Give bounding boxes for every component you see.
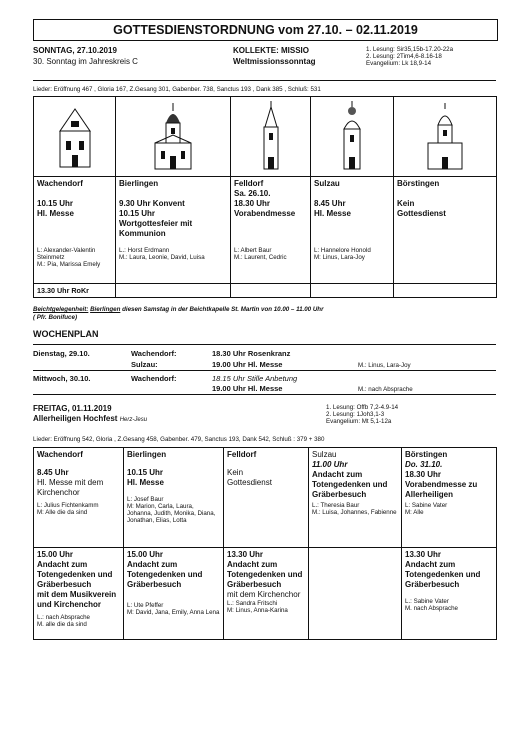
- church-image-felldorf: [231, 97, 311, 177]
- service-extra: mit dem Kirchenchor: [227, 590, 301, 599]
- fri2-cell-sulzau: [309, 548, 402, 640]
- lector: L.: nach Absprache: [37, 614, 90, 621]
- friday-sub: [33, 414, 147, 423]
- fri-cell-sulzau: [309, 448, 402, 548]
- kollekte-sub: Weltmissionssonntag: [233, 57, 316, 66]
- church-name: Bierlingen: [127, 450, 167, 459]
- church-image-boerstingen: [394, 97, 497, 177]
- sunday-cell-bierlingen: [116, 177, 231, 284]
- sunday-cell-boerstingen: [394, 177, 497, 284]
- ministrants: M: Linus, Lara-Joy: [314, 254, 365, 261]
- sunday-cell-sulzau: [311, 177, 394, 284]
- wp-note: M.: nach Absprache: [358, 386, 413, 393]
- church-name: Sulzau: [312, 450, 337, 459]
- church-name: Sulzau: [314, 179, 340, 188]
- service-type: Gottesdienst: [397, 209, 446, 218]
- church-icon: [256, 101, 286, 171]
- beicht-place: Bierlingen: [90, 306, 121, 313]
- ministrants: M.: Laurent, Cedric: [234, 254, 287, 261]
- gospel: Evangelium: Lk 18,9-14: [366, 60, 432, 67]
- rokr-cell: 13.30 Uhr RoKr: [34, 284, 116, 298]
- fri2-cell-boerstingen: [402, 548, 497, 640]
- wp-note: M.: Linus, Lara-Joy: [358, 362, 411, 369]
- service-type: Gottesdienst: [227, 478, 272, 487]
- sunday-sub: 30. Sonntag im Jahreskreis C: [33, 57, 138, 66]
- lector: L: Julius Fichtenkamm: [37, 502, 99, 509]
- service-time: 9.30 Uhr Konvent: [119, 199, 185, 208]
- church-icon: [54, 101, 96, 169]
- lector: L: Albert Baur: [234, 247, 272, 254]
- beicht-text: diesen Samstag in der Beichtkapelle St. Martin von 10.00 – 11.00 Uhr: [122, 306, 324, 313]
- service-time: 11.00 Uhr: [312, 460, 348, 469]
- service-time: Kein: [227, 468, 244, 477]
- service-time: 13.30 Uhr: [405, 550, 442, 559]
- service-time: 10.15 Uhr: [127, 468, 164, 477]
- wp-text: 19.00 Uhr Hl. Messe: [212, 360, 283, 369]
- lector: L.: Sabine Vater: [405, 598, 449, 605]
- wp-text: 18.30 Uhr Rosenkranz: [212, 349, 291, 358]
- ministrants: M.: Laura, Leonie, David, Luisa: [119, 254, 205, 261]
- fri-cell-wachendorf: [34, 448, 124, 548]
- ministrants: M.: Luisa, Johannes, Fabienne: [312, 509, 397, 516]
- service-type: Andacht zum Totengedenken und Gräberbesuch: [312, 470, 388, 499]
- fri2-cell-wachendorf: [34, 548, 124, 640]
- ministrants: M. nach Absprache: [405, 605, 458, 612]
- wochenplan-heading: WOCHENPLAN: [33, 329, 99, 339]
- empty-cell: [394, 284, 497, 298]
- service-time: 8.45 Uhr: [314, 199, 346, 208]
- church-name: Börstingen: [397, 179, 440, 188]
- church-icon: [335, 101, 369, 171]
- service-date: Do. 31.10.: [405, 460, 443, 469]
- service-time: 15.00 Uhr: [127, 550, 164, 559]
- friday-date: FREITAG, 01.11.2019: [33, 404, 112, 413]
- friday-table: [33, 447, 497, 640]
- empty-cell: [311, 284, 394, 298]
- sunday-table: [33, 96, 497, 298]
- church-image-bierlingen: [116, 97, 231, 177]
- church-name: Wachendorf: [37, 179, 83, 188]
- reading-2: 2. Lesung: 2Tim4,6-8.16-18: [366, 53, 442, 60]
- ministrants: M.: Pia, Marissa Emely: [37, 261, 101, 268]
- ministrants: M: Marion, Carla, Laura, Johanna, Judith, Monika, Diana, Jonathan, Elias, Lotta: [127, 503, 216, 524]
- kollekte: KOLLEKTE: MISSIO: [233, 46, 309, 55]
- church-icon: [147, 101, 199, 171]
- lector: L: Hannelore Honold: [314, 247, 371, 254]
- church-name: Börstingen: [405, 450, 448, 459]
- wp-text: 19.00 Uhr Hl. Messe: [212, 384, 283, 393]
- sunday-lieder: Lieder: Eröffnung 467 , Gloria 167, Z.Gesang 301, Gabenber. 738, Sanctus 193 , Dank 385 , Schluß: 531: [33, 86, 321, 93]
- service-type: Wortgottesfeier mit Kommunion: [119, 219, 193, 238]
- service-type: Andacht zum Totengedenken und Gräberbesuch: [127, 560, 203, 589]
- service-type: Hl. Messe: [314, 209, 351, 218]
- sunday-cell-wachendorf: [34, 177, 116, 284]
- wp-day: Mittwoch, 30.10.: [33, 374, 91, 383]
- ministrants: M. alle die da sind: [37, 621, 87, 628]
- service-type: Hl. Messe: [37, 209, 74, 218]
- reading-1: 1. Lesung: Sir35,15b-17.20-22a: [366, 46, 454, 53]
- service-type: Hl. Messe: [127, 478, 164, 487]
- friday-readings: [326, 404, 398, 425]
- service-time: Kein: [397, 199, 415, 208]
- beicht-who: ( Pfr. Bonifuce): [33, 314, 78, 321]
- lector: L.: Horst Erdmann: [119, 247, 170, 254]
- wp-place: Wachendorf:: [131, 374, 177, 383]
- ministrants: M: David, Jana, Emily, Anna Lena: [127, 609, 220, 616]
- empty-cell: [116, 284, 231, 298]
- ministrants: M: Alle: [405, 509, 424, 516]
- sunday-cell-felldorf: [231, 177, 311, 284]
- church-name: Bierlingen: [119, 179, 159, 188]
- lector: L: Ute Pfeffer: [127, 602, 164, 609]
- lector: L: Sabine Vater: [405, 502, 448, 509]
- fri-cell-bierlingen: [124, 448, 224, 548]
- ministrants: M: Alle die da sind: [37, 509, 88, 516]
- service-time: 10.15 Uhr: [37, 199, 74, 208]
- church-name: Felldorf: [234, 179, 264, 188]
- lector: L: Alexander-Valentin Steinmetz: [37, 247, 96, 261]
- service-type: Vorabendmesse: [234, 209, 296, 218]
- reading-1: 1. Lesung: Offb 7,2-4.9-14: [326, 404, 399, 411]
- gospel: Evangelium: Mt 5,1-12a: [326, 418, 392, 425]
- lector: L.: Sandra Fritschi: [227, 600, 278, 607]
- church-name: Felldorf: [227, 450, 257, 459]
- friday-sub-main: Allerheiligen Hochfest: [33, 414, 118, 423]
- fri2-cell-bierlingen: [124, 548, 224, 640]
- church-image-wachendorf: [34, 97, 116, 177]
- service-date: Sa. 26.10.: [234, 189, 271, 198]
- church-image-sulzau: [311, 97, 394, 177]
- lector: L: Josef Baur: [127, 496, 164, 503]
- ministrants: M: Linus, Anna-Karina: [227, 607, 288, 614]
- service-time: 18.30 Uhr: [405, 470, 442, 479]
- fri2-cell-felldorf: [224, 548, 309, 640]
- empty-cell: [231, 284, 311, 298]
- reading-2: 2. Lesung: 1Joh3,1-3: [326, 411, 385, 418]
- sunday-date: SONNTAG, 27.10.2019: [33, 46, 117, 55]
- service-type: Andacht zum Totengedenken und Gräberbesuch: [405, 560, 481, 589]
- wp-place: Wachendorf:: [131, 349, 177, 358]
- service-extra: mit dem Musikverein und Kirchenchor: [37, 590, 117, 609]
- beicht-label: Beichtgelegenheit:: [33, 306, 89, 313]
- friday-lieder: Lieder: Eröffnung 542, Gloria , Z.Gesang 458, Gabenber. 479, Sanctus 193, Dank 542, Schluß : 379 + 380: [33, 436, 325, 443]
- service-type: Hl. Messe mit dem Kirchenchor: [37, 478, 104, 497]
- service-type: Andacht zum Totengedenken und Gräberbesuch: [37, 560, 113, 589]
- fri-cell-felldorf: [224, 448, 309, 548]
- service-time: 18.30 Uhr: [234, 199, 271, 208]
- service-time: 8.45 Uhr: [37, 468, 69, 477]
- beicht-line: [33, 306, 324, 313]
- service-type: Andacht zum Totengedenken und Gräberbesuch: [227, 560, 303, 589]
- service-type: Vorabendmesse zu Allerheiligen: [405, 480, 478, 499]
- wp-text: 18.15 Uhr Stille Anbetung: [212, 374, 298, 383]
- service-time: 13.30 Uhr: [227, 550, 264, 559]
- service-time: 15.00 Uhr: [37, 550, 74, 559]
- wp-place: Sulzau:: [131, 360, 158, 369]
- church-name: Wachendorf: [37, 450, 83, 459]
- page-title: GOTTESDIENSTORDNUNG vom 27.10. – 02.11.2019: [33, 19, 498, 41]
- church-icon: [421, 101, 469, 171]
- fri-cell-boerstingen: [402, 448, 497, 548]
- lector: L.: Theresia Baur: [312, 502, 360, 509]
- sunday-readings: [366, 46, 453, 67]
- service-time-2: 10.15 Uhr: [119, 209, 156, 218]
- wp-day: Dienstag, 29.10.: [33, 349, 90, 358]
- friday-sub-small: Herz-Jesu: [119, 417, 148, 423]
